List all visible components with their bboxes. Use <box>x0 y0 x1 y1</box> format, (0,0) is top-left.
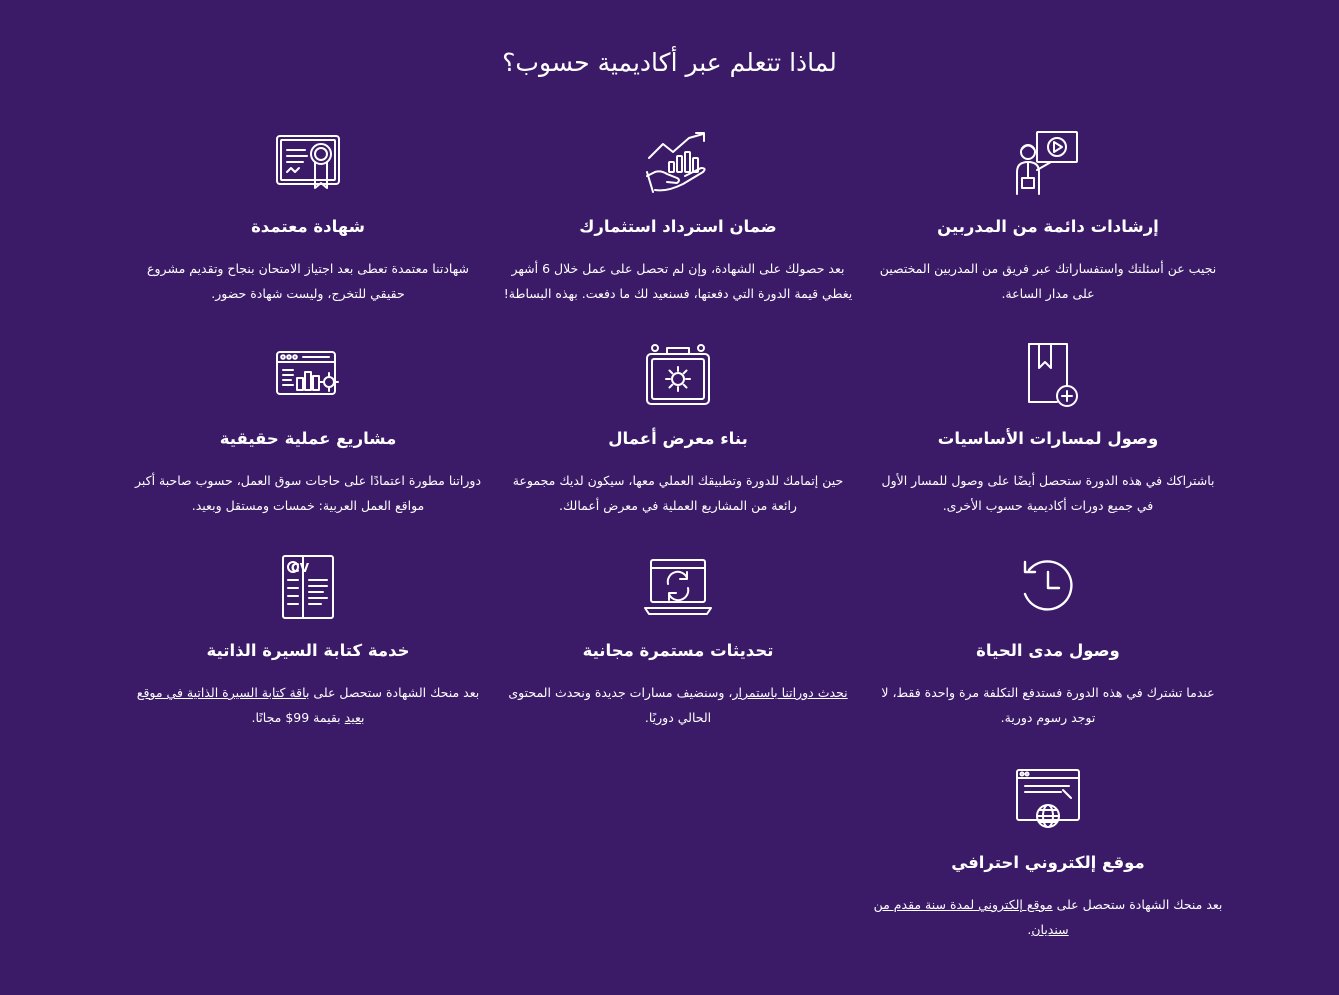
feature-description-pre: بعد منحك الشهادة ستحصل على <box>1052 897 1223 912</box>
feature-title: تحديثات مستمرة مجانية <box>582 641 774 660</box>
dashboard-project-icon <box>273 340 343 410</box>
feature-title: بناء معرض أعمال <box>608 429 748 448</box>
feature-money-back <box>498 128 858 306</box>
feature-lifetime-access <box>868 552 1228 730</box>
feature-title: مشاريع عملية حقيقية <box>219 429 397 448</box>
feature-portfolio <box>498 340 858 518</box>
feature-fundamentals-access <box>868 340 1228 518</box>
cv-document-icon <box>273 552 343 622</box>
portfolio-gear-icon <box>643 340 713 410</box>
feature-description <box>503 680 853 730</box>
cv-package-link[interactable]: باقة كتابة السيرة الذاتية في موقع بعيد <box>136 685 365 725</box>
svg-text:CV: CV <box>290 561 309 575</box>
feature-trainers-guidance <box>868 128 1228 306</box>
feature-real-projects <box>128 340 488 518</box>
feature-certificate <box>128 128 488 306</box>
feature-description <box>133 680 483 730</box>
website-globe-icon <box>1013 764 1083 834</box>
feature-professional-website <box>868 764 1228 942</box>
feature-description: بعد حصولك على الشهادة، وإن لم تحصل على عمل خلال 6 أشهر يغطي قيمة الدورة التي دفعتها، فسنعيد لك ما دفعت. بهذه البساطة! <box>503 261 853 301</box>
updates-link[interactable]: نحدث دوراتنا باستمرار <box>732 685 848 700</box>
feature-title: إرشادات دائمة من المدربين <box>937 217 1159 236</box>
trainer-presentation-icon <box>1013 128 1083 198</box>
laptop-refresh-icon <box>643 552 713 622</box>
website-offer-link[interactable]: موقع إلكتروني لمدة سنة مقدم من سنديان <box>873 897 1069 937</box>
feature-description: نجيب عن أسئلتك واستفساراتك عبر فريق من المدربين المختصين على مدار الساعة. <box>879 261 1217 301</box>
feature-title: خدمة كتابة السيرة الذاتية <box>206 641 410 660</box>
feature-description-rest: ، وسنضيف مسارات جديدة ونحدث المحتوى الحالي دوريًا. <box>508 685 733 725</box>
growth-hand-icon <box>643 128 713 198</box>
feature-description <box>873 892 1223 942</box>
feature-title: موقع إلكتروني احترافي <box>951 853 1145 872</box>
feature-description-post: . <box>1027 922 1032 937</box>
feature-title: شهادة معتمدة <box>251 217 365 236</box>
feature-description: باشتراكك في هذه الدورة ستحصل أيضًا على وصول للمسار الأول في جميع دورات أكاديمية حسوب الأخرى. <box>881 473 1215 513</box>
feature-free-updates <box>498 552 858 730</box>
feature-description-pre: بعد منحك الشهادة ستحصل على <box>309 685 480 700</box>
feature-cv-service <box>128 552 488 730</box>
feature-description: شهادتنا معتمدة تعطى بعد اجتياز الامتحان بنجاح وتقديم مشروع حقيقي للتخرج، وليست شهادة حضور. <box>147 261 469 301</box>
section-title: لماذا تتعلم عبر أكاديمية حسوب؟ <box>502 48 837 77</box>
feature-description: حين إتمامك للدورة وتطبيقك العملي معها، سيكون لديك مجموعة رائعة من المشاريع العملية في معرض أعمالك. <box>512 473 844 513</box>
feature-title: وصول لمسارات الأساسيات <box>937 429 1159 448</box>
lifetime-clock-icon <box>1013 552 1083 622</box>
feature-title: ضمان استرداد استثمارك <box>579 217 777 236</box>
feature-description: دوراتنا مطورة اعتمادًا على حاجات سوق العمل، حسوب صاحبة أكبر مواقع العمل العربية: خمسات ومستقل وبعيد. <box>134 473 482 513</box>
feature-description-post: بقيمة 99$ مجانًا. <box>251 710 345 725</box>
bookmark-add-icon <box>1013 340 1083 410</box>
certificate-icon <box>273 128 343 198</box>
feature-title: وصول مدى الحياة <box>976 641 1120 660</box>
feature-description: عندما تشترك في هذه الدورة فستدفع التكلفة مرة واحدة فقط، لا توجد رسوم دورية. <box>881 685 1215 725</box>
